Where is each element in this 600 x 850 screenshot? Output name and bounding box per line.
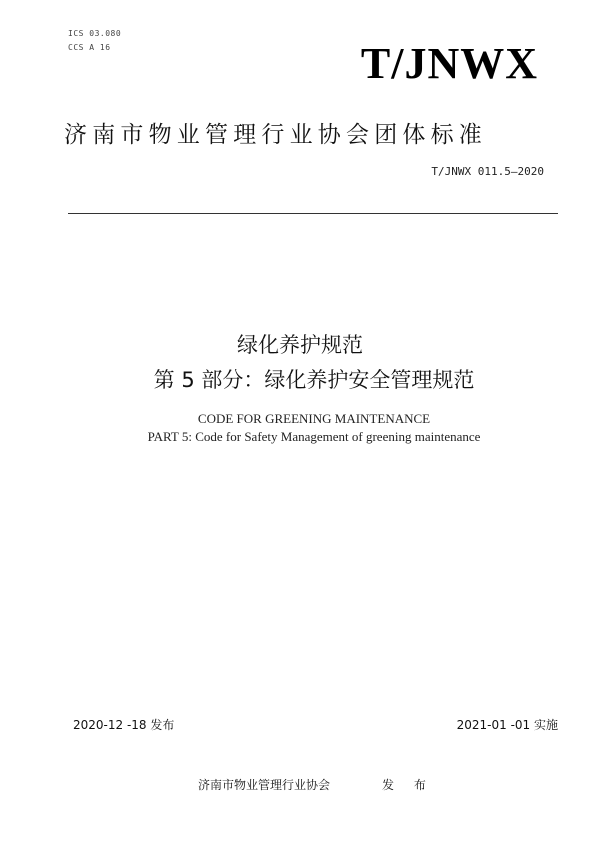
english-title-line-2: PART 5: Code for Safety Management of greening maintenance	[147, 429, 481, 444]
english-title-line-1: CODE FOR GREENING MAINTENANCE	[197, 411, 431, 426]
ccs-code: CCS A 16	[68, 43, 111, 52]
document-number: T/JNWX 011.5—2020	[431, 165, 544, 178]
chinese-title-line-2: 第 5 部分：绿化养护安全管理规范	[153, 368, 475, 392]
chinese-title-line-1: 绿化养护规范	[237, 333, 363, 357]
implementation-date: 2021-01 -01 实施	[456, 718, 558, 732]
ics-code: ICS 03.080	[68, 29, 122, 38]
publish-date: 2020-12 -18 发布	[73, 718, 175, 732]
publisher-name: 济南市物业管理行业协会	[198, 778, 331, 792]
organization-standard-title: 济南市物业管理行业协会团体标准	[64, 122, 487, 148]
publisher-action: 发 布	[382, 778, 434, 792]
header-divider	[68, 213, 558, 214]
standard-logo: T/JNWX	[360, 39, 538, 88]
